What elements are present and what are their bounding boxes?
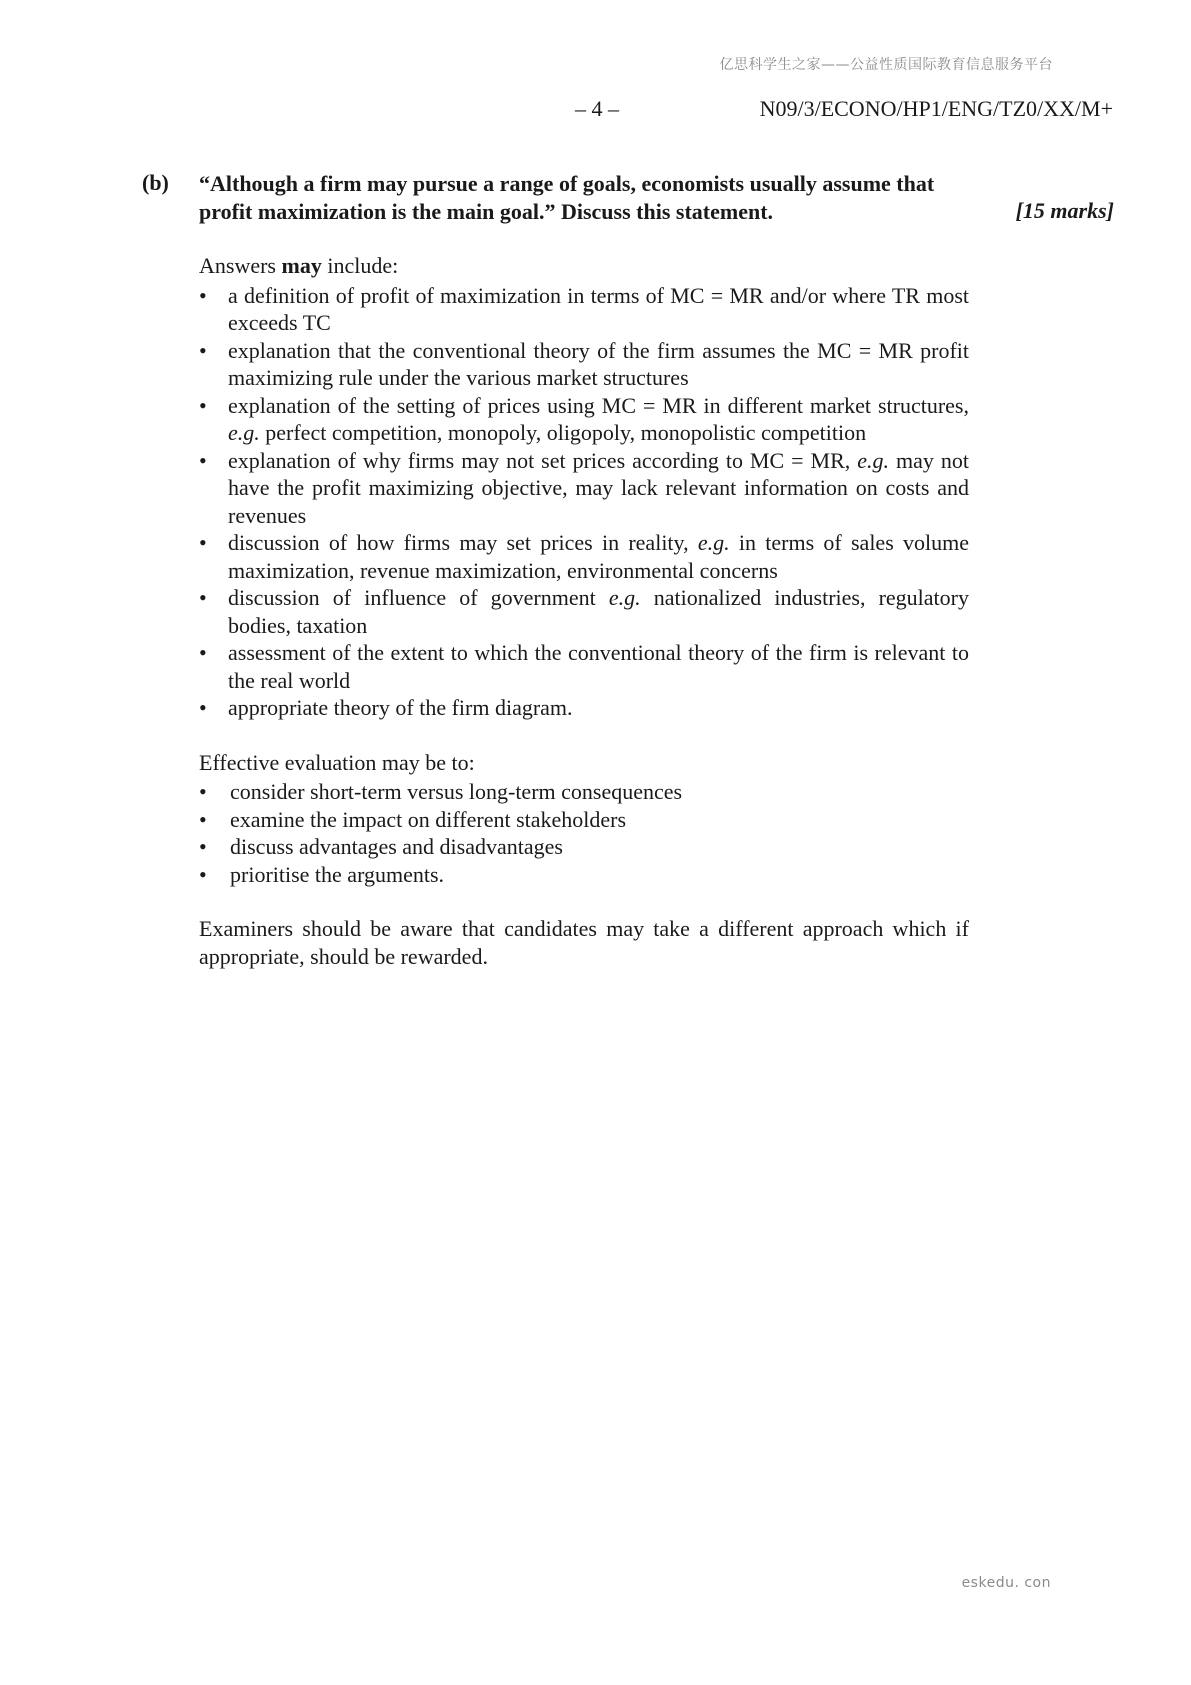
bullet-icon: •	[199, 530, 207, 555]
evaluation-list	[199, 778, 969, 888]
list-item	[199, 861, 969, 889]
list-item	[199, 282, 969, 337]
list-item	[199, 694, 969, 722]
list-item-text: explanation of why firms may not set prices according to MC = MR, e.g. may not have the profit maximizing objective, may lack relevant information on costs and revenues	[228, 447, 969, 528]
document-code: N09/3/ECONO/HP1/ENG/TZ0/XX/M+	[759, 96, 1113, 121]
question-marks: [15 marks]	[1015, 198, 1114, 223]
watermark-bottom: eskedu. con	[961, 1575, 1051, 1591]
list-item	[199, 639, 969, 694]
question-label: (b)	[142, 170, 169, 195]
bullet-icon: •	[199, 779, 207, 804]
list-item	[199, 337, 969, 392]
answers-intro: Answers may include:	[199, 253, 399, 278]
list-item-text: discussion of influence of government e.g. nationalized industries, regulatory bodies, taxation	[228, 585, 969, 638]
list-item-text: discussion of how firms may set prices in reality, e.g. in terms of sales volume maximization, revenue maximization, environmental concerns	[228, 530, 969, 583]
list-item-text: discuss advantages and disadvantages	[230, 834, 563, 859]
list-item-text: explanation of the setting of prices using MC = MR in different market structures, e.g. perfect competition, monopoly, oligopoly, monopolistic competition	[228, 392, 969, 445]
closing-note: Examiners should be aware that candidates may take a different approach which if appropriate, should be rewarded.	[199, 916, 969, 969]
list-item-text: appropriate theory of the firm diagram.	[228, 695, 573, 720]
list-item	[199, 806, 969, 834]
list-item-text: a definition of profit of maximization in terms of MC = MR and/or where TR most exceeds TC	[228, 282, 969, 335]
bullet-icon: •	[199, 282, 207, 308]
page-header	[0, 92, 1191, 122]
question-text: “Although a firm may pursue a range of goals, economists usually assume that profit maximization is the main goal.” Discuss this statement.	[199, 171, 935, 224]
list-item	[199, 833, 969, 861]
page-number: – 4 –	[575, 96, 619, 121]
markscheme-body	[199, 252, 969, 970]
list-item	[199, 392, 969, 447]
list-item-text: examine the impact on different stakeholders	[230, 806, 627, 832]
list-item-text: prioritise the arguments.	[230, 861, 445, 887]
bullet-icon: •	[199, 834, 207, 859]
bullet-icon: •	[199, 337, 207, 363]
bullet-icon: •	[199, 585, 207, 610]
watermark-top: 亿思科学生之家——公益性质国际教育信息服务平台	[719, 57, 1053, 73]
bullet-icon: •	[199, 447, 207, 473]
bullet-icon: •	[199, 806, 207, 832]
answers-list	[199, 282, 969, 722]
list-item-text: explanation that the conventional theory of the firm assumes the MC = MR profit maximizing rule under the various market structures	[228, 337, 969, 390]
bullet-icon: •	[199, 861, 207, 887]
list-item-text: assessment of the extent to which the conventional theory of the firm is relevant to the real world	[228, 640, 969, 693]
list-item	[199, 584, 969, 639]
list-item	[199, 529, 969, 584]
list-item	[199, 778, 969, 806]
list-item-text: consider short-term versus long-term consequences	[230, 779, 683, 804]
bullet-icon: •	[199, 695, 207, 720]
list-item	[199, 447, 969, 530]
evaluation-intro: Effective evaluation may be to:	[199, 749, 475, 775]
bullet-icon: •	[199, 392, 207, 418]
bullet-icon: •	[199, 640, 207, 665]
